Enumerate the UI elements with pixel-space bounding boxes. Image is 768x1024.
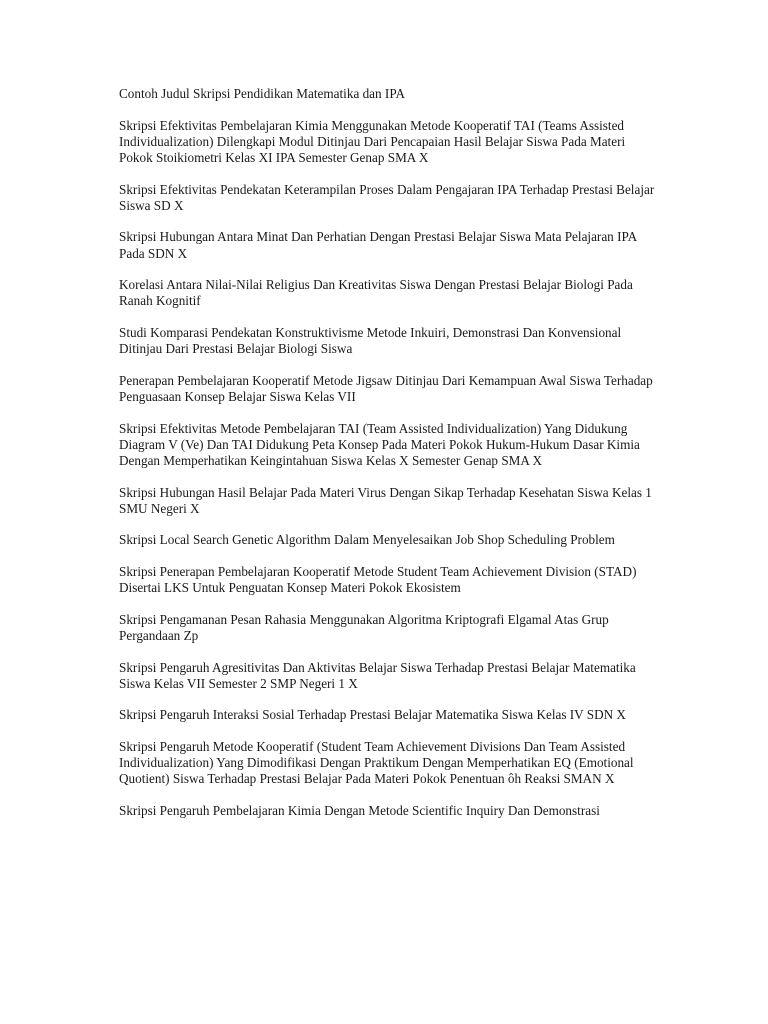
list-item: Skripsi Pengamanan Pesan Rahasia Menggunakan Algoritma Kriptografi Elgamal Atas Grup Pergandaan Zp — [119, 611, 609, 643]
list-item: Skripsi Pengaruh Pembelajaran Kimia Dengan Metode Scientific Inquiry Dan Demonstrasi — [119, 802, 600, 818]
list-item: Skripsi Local Search Genetic Algorithm Dalam Menyelesaikan Job Shop Scheduling Problem — [119, 532, 615, 548]
list-item: Korelasi Antara Nilai-Nilai Religius Dan Kreativitas Siswa Dengan Prestasi Belajar Biologi Pada Ranah Kognitif — [119, 277, 633, 309]
list-item: Skripsi Hubungan Hasil Belajar Pada Materi Virus Dengan Sikap Terhadap Kesehatan Siswa Kelas 1 SMU Negeri X — [119, 484, 652, 516]
list-item: Skripsi Hubungan Antara Minat Dan Perhatian Dengan Prestasi Belajar Siswa Mata Pelajaran IPA Pada SDN X — [119, 229, 637, 261]
list-item: Skripsi Efektivitas Pembelajaran Kimia Menggunakan Metode Kooperatif TAI (Teams Assisted Individualization) Dilengkapi Modul Ditinjau Dari Pencapaian Hasil Belajar Siswa Pada Materi Pokok Stoikiometri Kelas XI IPA Semester Genap SMA X — [119, 117, 626, 165]
list-item: Studi Komparasi Pendekatan Konstruktivisme Metode Inkuiri, Demonstrasi Dan Konvensional Ditinjau Dari Prestasi Belajar Biologi Siswa — [119, 324, 622, 357]
document-content — [119, 86, 659, 835]
list-item: Skripsi Penerapan Pembelajaran Kooperatif Metode Student Team Achievement Division (STAD) Disertai LKS Untuk Penguatan Konsep Materi Pokok Ekosistem — [119, 563, 637, 596]
list-item: Penerapan Pembelajaran Kooperatif Metode Jigsaw Ditinjau Dari Kemampuan Awal Siswa Terhadap Penguasaan Konsep Belajar Siswa Kelas VII — [119, 372, 653, 404]
list-item: Skripsi Pengaruh Interaksi Sosial Terhadap Prestasi Belajar Matematika Siswa Kelas IV SDN X — [119, 707, 626, 723]
list-item: Skripsi Pengaruh Agresitivitas Dan Aktivitas Belajar Siswa Terhadap Prestasi Belajar Matematika Siswa Kelas VII Semester 2 SMP Negeri 1 X — [119, 659, 636, 691]
list-item: Skripsi Efektivitas Metode Pembelajaran TAI (Team Assisted Individualization) Yang Didukung Diagram V (Ve) Dan TAI Didukung Peta Konsep Pada Materi Pokok Hukum-Hukum Dasar Kimia Dengan Memperhatikan Keingintahuan Siswa Kelas X Semester Genap SMA X — [119, 420, 640, 468]
list-item: Skripsi Efektivitas Pendekatan Keterampilan Proses Dalam Pengajaran IPA Terhadap Prestasi Belajar Siswa SD X — [119, 181, 655, 213]
document-title: Contoh Judul Skripsi Pendidikan Matematika dan IPA — [119, 86, 405, 101]
list-item: Skripsi Pengaruh Metode Kooperatif (Student Team Achievement Divisions Dan Team Assisted Individualization) Yang Dimodifikasi Dengan Praktikum Dengan Memperhatikan EQ (Emotional Quotient) Siswa Terhadap Prestasi Belajar Pada Materi Pokok Penentuan ôh Reaksi SMAN X — [119, 738, 634, 787]
thesis-title-list — [119, 118, 659, 820]
